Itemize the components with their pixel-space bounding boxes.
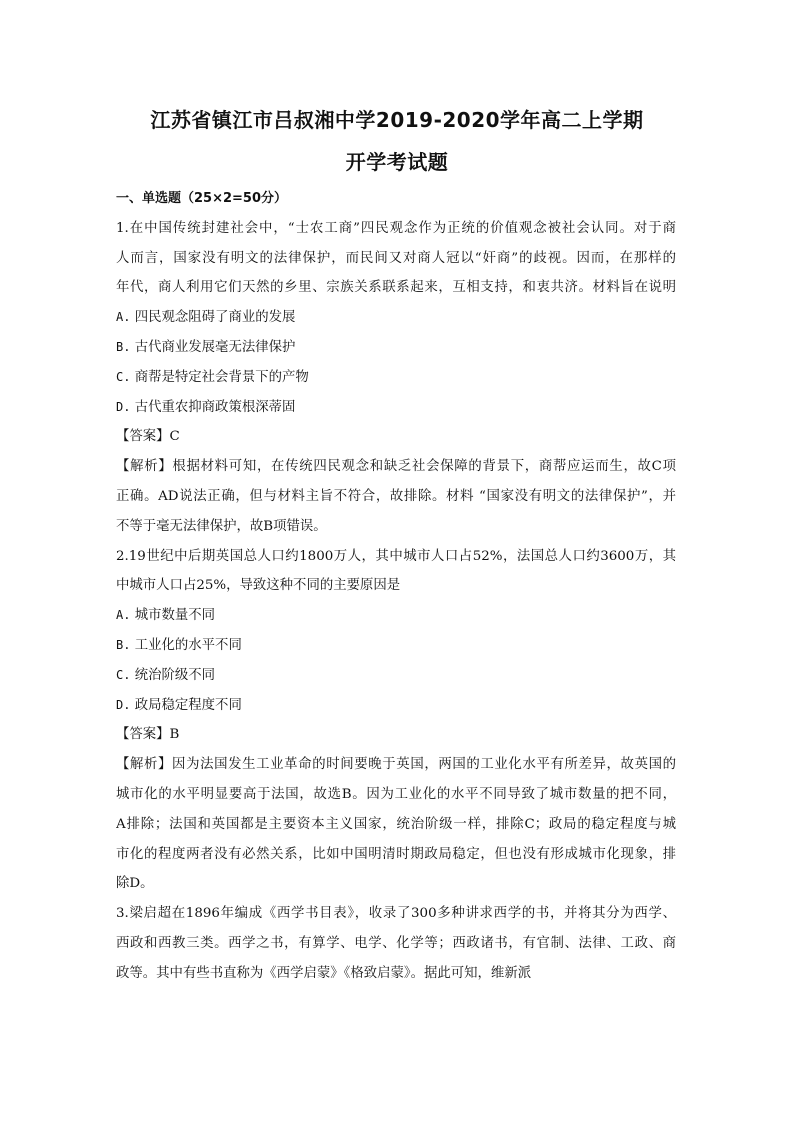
analysis-line: 城市化的水平明显要高于法国，故选B。因为工业化的水平不同导致了城市数量的把不同， bbox=[116, 786, 676, 802]
option-text: 工业化的水平不同 bbox=[134, 637, 242, 653]
analysis-line: 除D。 bbox=[116, 876, 154, 892]
option-a bbox=[116, 601, 676, 631]
question-stem-line: 政等。其中有些书直称为《西学启蒙》《格致启蒙》。据此可知，维新派 bbox=[116, 965, 532, 981]
analysis-line: 正确。AD说法正确，但与材料主旨不符合，故排除。材料 “国家没有明文的法律保护”，并 bbox=[116, 488, 676, 504]
question-stem-line: 人而言，国家没有明文的法律保护，而民间又对商人冠以“奸商”的歧视。因而，在那样的 bbox=[116, 250, 676, 266]
option-text: 古代重农抑商政策根深蒂固 bbox=[134, 399, 296, 415]
document-title: 江苏省镇江市吕叔湘中学2019-2020学年高二上学期 bbox=[150, 108, 644, 132]
option-b bbox=[116, 333, 676, 363]
question-1 bbox=[116, 214, 676, 542]
question-stem-line: 年代，商人利用它们天然的乡里、宗族关系联系起来，互相支持，和衷共济。材料旨在说明 bbox=[116, 280, 676, 296]
option-c bbox=[116, 363, 676, 393]
option-text: 四民观念阻碍了商业的发展 bbox=[134, 310, 296, 326]
option-text: 古代商业发展毫无法律保护 bbox=[134, 339, 296, 355]
option-a bbox=[116, 303, 676, 333]
option-letter: C. bbox=[116, 667, 131, 682]
analysis-line: 不等于毫无法律保护，故B项错误。 bbox=[116, 518, 327, 534]
analysis-line: A排除；法国和英国都是主要资本主义国家，统治阶级一样，排除C；政局的稳定程度与城 bbox=[116, 816, 676, 832]
document-body bbox=[116, 184, 676, 989]
question-2 bbox=[116, 542, 676, 900]
question-3 bbox=[116, 899, 676, 988]
option-letter: B. bbox=[116, 339, 131, 354]
analysis-line: 【解析】因为法国发生工业革命的时间要晚于英国，两国的工业化水平有所差异，故英国的 bbox=[116, 757, 676, 773]
option-letter: A. bbox=[116, 608, 131, 623]
option-c bbox=[116, 661, 676, 691]
option-text: 城市数量不同 bbox=[134, 608, 216, 624]
analysis-line: 【解析】根据材料可知，在传统四民观念和缺乏社会保障的背景下，商帮应运而生，故C项 bbox=[116, 459, 676, 475]
option-d bbox=[116, 691, 676, 721]
option-d bbox=[116, 393, 676, 423]
question-stem-line: 中城市人口占25%，导致这种不同的主要原因是 bbox=[116, 578, 401, 594]
question-stem-line: 1.在中国传统封建社会中，“士农工商”四民观念作为正统的价值观念被社会认同。对于商 bbox=[116, 220, 676, 236]
option-b bbox=[116, 631, 676, 661]
option-text: 商帮是特定社会背景下的产物 bbox=[134, 369, 309, 385]
option-text: 统治阶级不同 bbox=[134, 667, 216, 683]
question-stem-line: 3.梁启超在1896年编成《西学书目表》，收录了300多种讲求西学的书，并将其分为西学、 bbox=[116, 906, 676, 922]
option-letter: B. bbox=[116, 637, 131, 652]
option-text: 政局稳定程度不同 bbox=[134, 697, 242, 713]
section-heading: 一、单选题（25×2=50分） bbox=[116, 191, 288, 206]
answer-line: 【答案】C bbox=[116, 429, 180, 445]
option-letter: C. bbox=[116, 369, 131, 384]
option-letter: D. bbox=[116, 697, 131, 712]
option-letter: D. bbox=[116, 399, 131, 414]
question-stem-line: 2.19世纪中后期英国总人口约1800万人，其中城市人口占52%，法国总人口约3600万，其 bbox=[116, 548, 676, 564]
question-stem-line: 西政和西教三类。西学之书，有算学、电学、化学等；西政诸书，有官制、法律、工政、商 bbox=[116, 935, 676, 951]
option-letter: A. bbox=[116, 310, 131, 325]
answer-line: 【答案】B bbox=[116, 727, 180, 743]
document-subtitle: 开学考试题 bbox=[345, 150, 449, 174]
analysis-line: 市化的程度两者没有必然关系，比如中国明清时期政局稳定，但也没有形成城市化现象，排 bbox=[116, 846, 676, 862]
